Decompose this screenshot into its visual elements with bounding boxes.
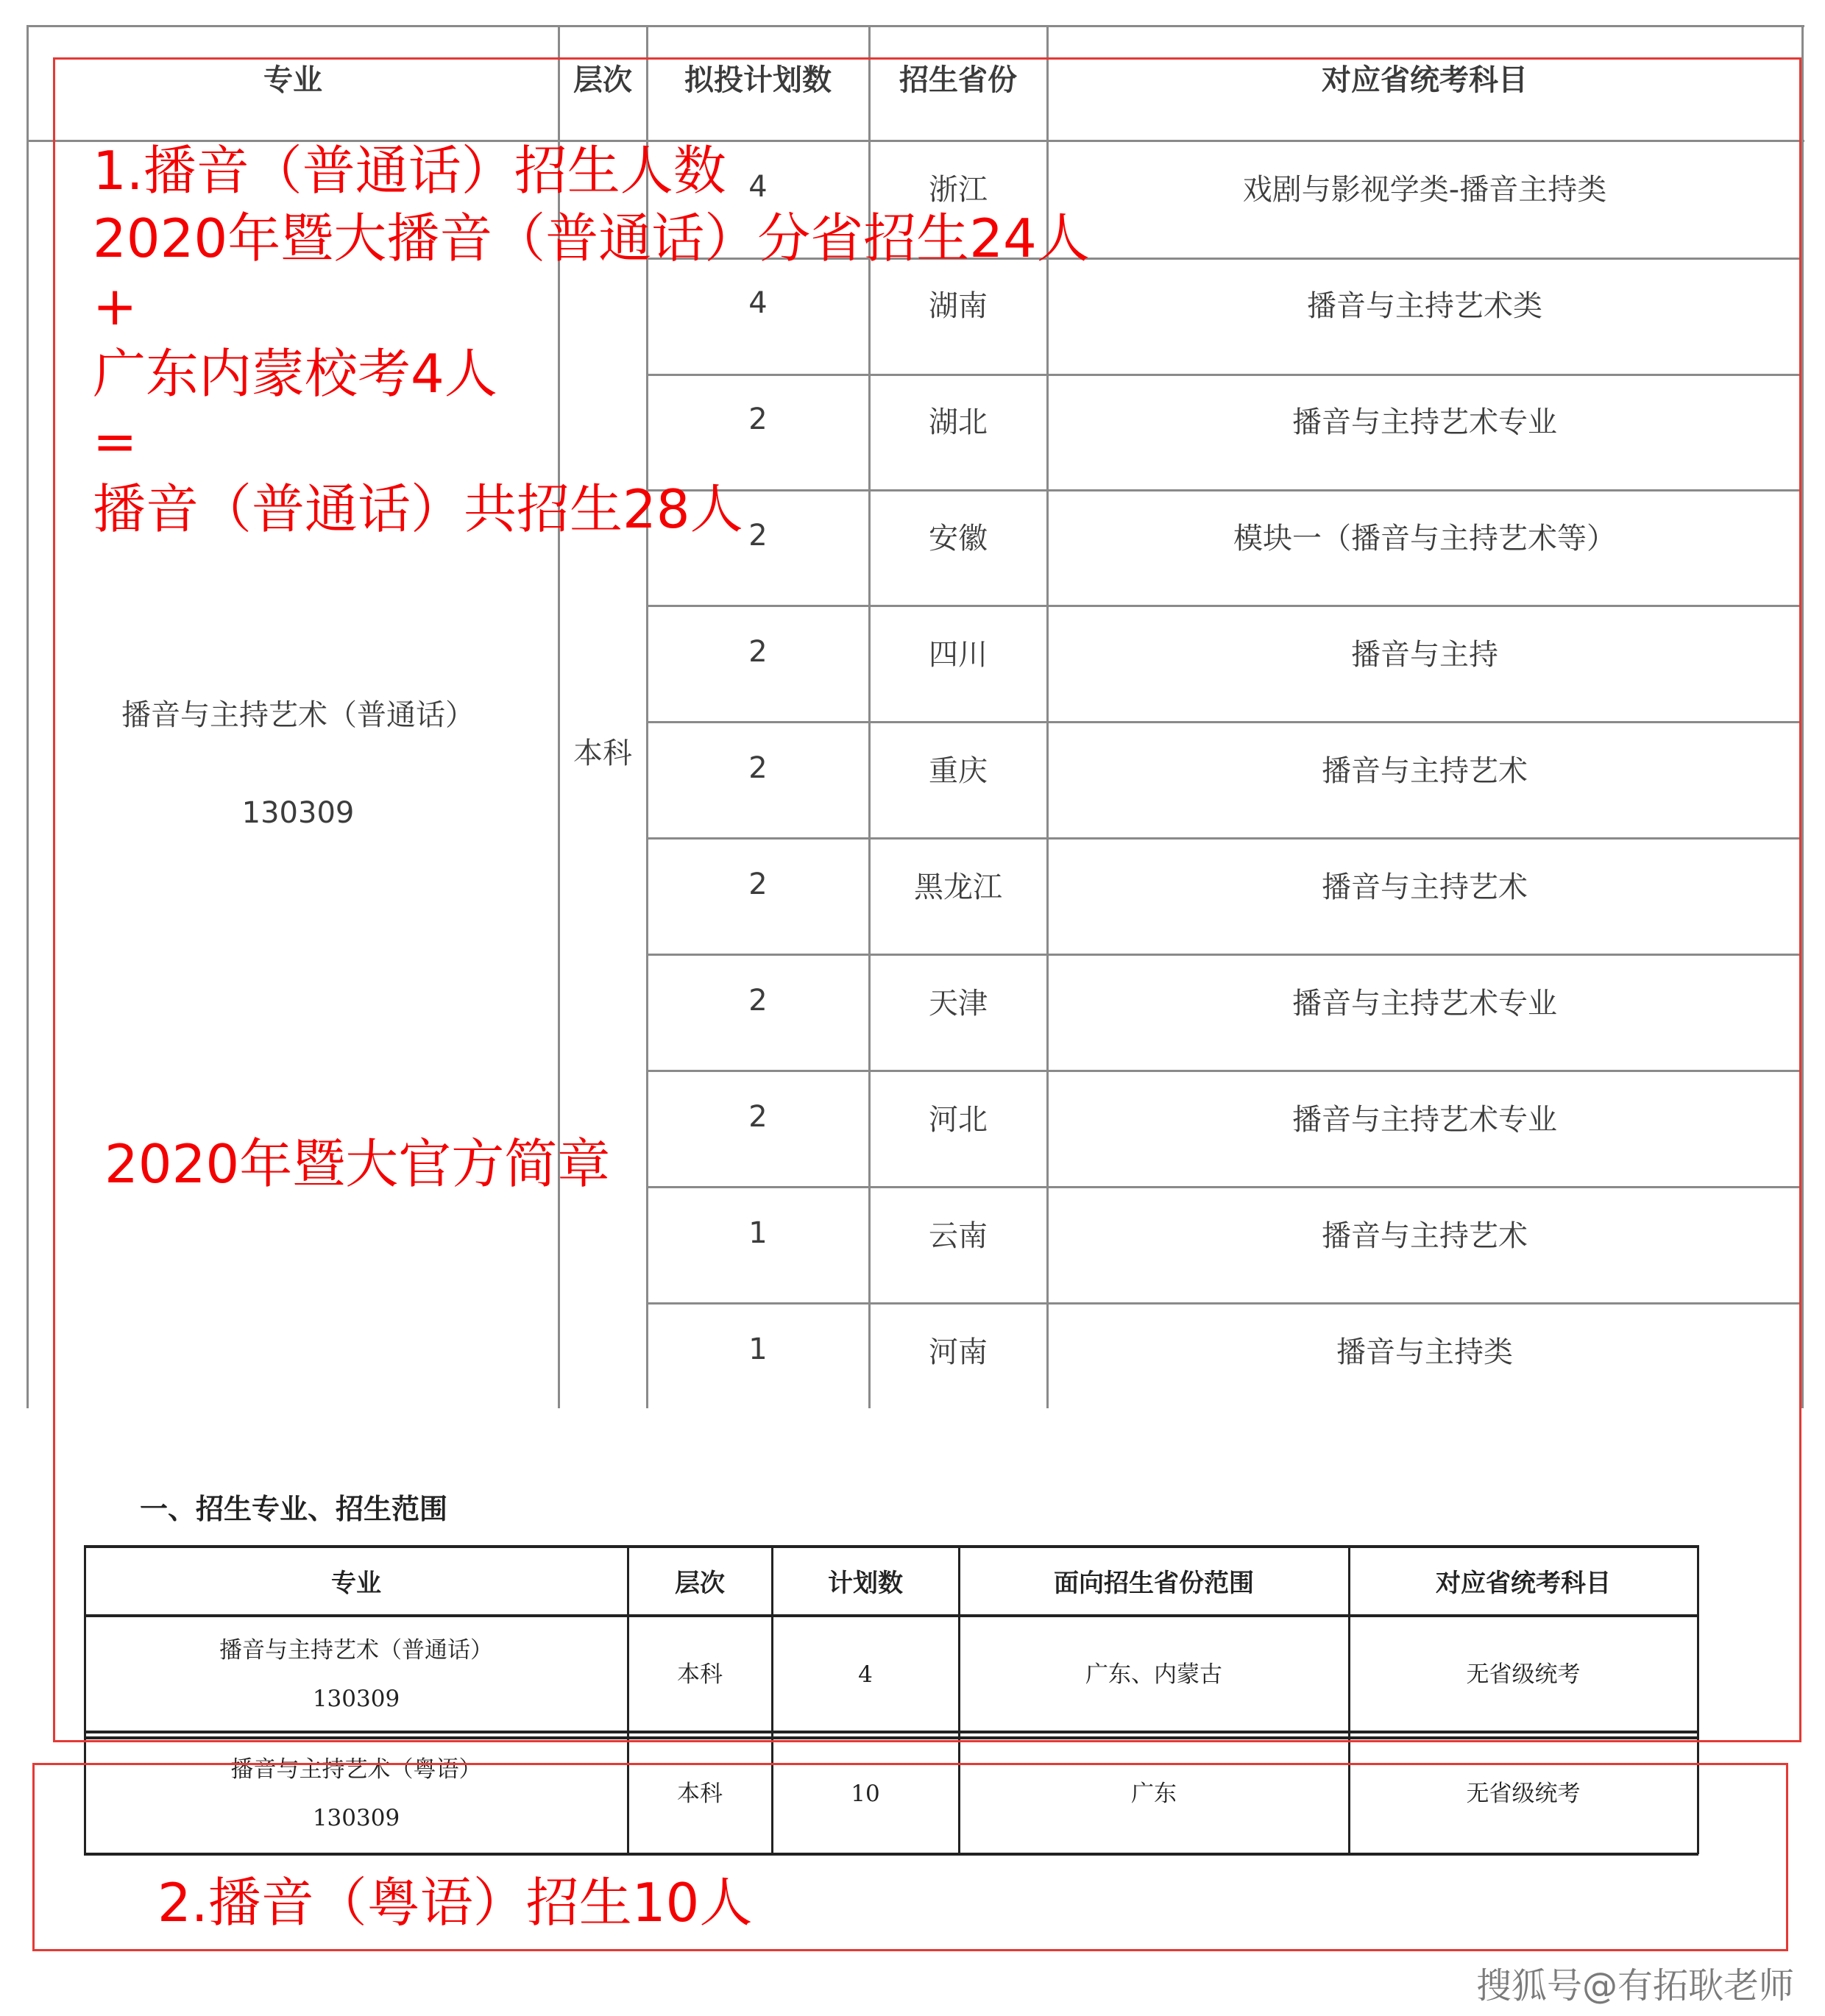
plan-cell: 4 [858, 1661, 873, 1688]
plan-cell: 2 [748, 402, 768, 436]
top-header-subject: 对应省统考科目 [1322, 63, 1528, 97]
top-major-name: 播音与主持艺术（普通话） [121, 698, 475, 732]
range-cell: 广东 [1131, 1781, 1177, 1807]
province-cell: 湖北 [929, 405, 988, 439]
subject-cell: 播音与主持艺术专业 [1292, 405, 1557, 439]
annotation-official: 2020年暨大官方简章 [104, 1133, 611, 1195]
province-cell: 安徽 [929, 521, 988, 556]
plan-cell: 2 [748, 635, 768, 669]
level-cell: 本科 [677, 1661, 723, 1688]
top-header-major: 专业 [263, 63, 322, 97]
section-title: 一、招生专业、招生范围 [140, 1492, 448, 1525]
subject-cell: 播音与主持艺术专业 [1292, 1102, 1557, 1137]
plan-cell: 2 [748, 984, 768, 1018]
plan-cell: 2 [748, 867, 768, 901]
subject-cell: 播音与主持类 [1336, 1335, 1513, 1369]
bottom-header-plan: 计划数 [828, 1568, 903, 1598]
range-cell: 广东、内蒙古 [1085, 1661, 1222, 1688]
province-cell: 湖南 [929, 288, 988, 323]
plan-cell: 1 [748, 1216, 768, 1250]
province-cell: 河北 [929, 1102, 988, 1137]
major-code: 130309 [312, 1805, 400, 1831]
bottom-header-subject: 对应省统考科目 [1436, 1568, 1611, 1598]
province-cell: 云南 [929, 1218, 988, 1253]
bottom-header-level: 层次 [675, 1568, 725, 1598]
top-header-level: 层次 [573, 63, 632, 97]
province-cell: 四川 [929, 637, 988, 672]
level-cell: 本科 [677, 1781, 723, 1807]
bottom-header-major: 专业 [331, 1568, 381, 1598]
plan-cell: 4 [748, 170, 768, 204]
top-table-border [26, 25, 1804, 27]
annotation-line-3: + [93, 275, 138, 337]
annotation-line-6: 播音（普通话）共招生28人 [93, 478, 743, 540]
major-code: 130309 [312, 1686, 400, 1712]
province-cell: 重庆 [929, 753, 988, 788]
subject-cell: 播音与主持艺术 [1322, 753, 1528, 788]
subject-cell: 戏剧与影视学类-播音主持类 [1242, 172, 1607, 207]
major-name: 播音与主持艺术（普通话） [219, 1637, 493, 1664]
province-cell: 河南 [929, 1335, 988, 1369]
major-name: 播音与主持艺术（粤语） [230, 1756, 482, 1783]
bottom-header-range: 面向招生省份范围 [1054, 1568, 1254, 1598]
subject-cell: 播音与主持艺术专业 [1292, 986, 1557, 1021]
annotation-cantonese: 2.播音（粤语）招生10人 [157, 1872, 753, 1934]
plan-cell: 4 [748, 286, 768, 320]
subject-cell: 播音与主持 [1351, 637, 1498, 672]
top-table-border [1801, 25, 1804, 1408]
plan-cell: 1 [748, 1332, 768, 1366]
plan-cell: 2 [748, 519, 768, 553]
annotation-line-2: 2020年暨大播音（普通话）分省招生24人 [93, 207, 1090, 269]
province-cell: 浙江 [929, 172, 988, 207]
plan-cell: 2 [748, 1100, 768, 1134]
subject-cell: 播音与主持艺术 [1322, 870, 1528, 904]
province-cell: 天津 [929, 986, 988, 1021]
top-header-province: 招生省份 [899, 63, 1017, 97]
annotation-line-1: 1.播音（普通话）招生人数 [93, 140, 726, 202]
plan-cell: 2 [748, 751, 768, 785]
watermark: 搜狐号@有拓耿老师 [1475, 1965, 1794, 2006]
annotation-box-mandarin [53, 57, 1801, 1742]
top-major-code: 130309 [241, 796, 355, 830]
annotation-line-5: = [93, 411, 138, 472]
subject-cell: 播音与主持艺术类 [1307, 288, 1542, 323]
subject-cell: 无省级统考 [1466, 1661, 1581, 1688]
province-cell: 黑龙江 [914, 870, 1002, 904]
top-table-border [26, 25, 29, 1408]
subject-cell: 无省级统考 [1466, 1781, 1581, 1807]
top-header-plan: 拟投计划数 [684, 63, 832, 97]
plan-cell: 10 [851, 1781, 880, 1807]
top-level: 本科 [573, 736, 632, 770]
subject-cell: 播音与主持艺术 [1322, 1218, 1528, 1253]
annotation-line-4: 广东内蒙校考4人 [93, 343, 497, 405]
subject-cell: 模块一（播音与主持艺术等） [1233, 521, 1616, 556]
